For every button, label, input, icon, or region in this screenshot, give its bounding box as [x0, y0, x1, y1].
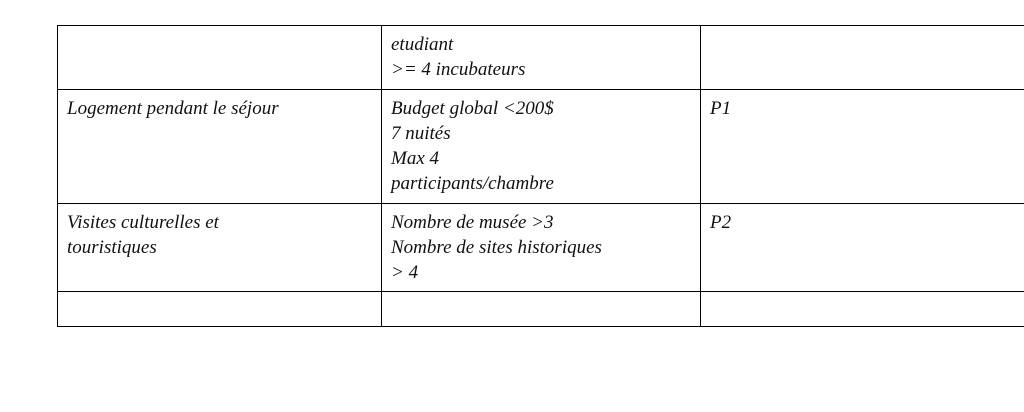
- cell-line: touristiques: [67, 236, 157, 258]
- table-cell-priority: [701, 26, 1024, 90]
- table-cell-criterion: [58, 26, 382, 90]
- cell-line: Nombre de musée >3: [391, 211, 554, 233]
- table-cell-constraints: [382, 89, 701, 203]
- table-row: [58, 26, 1024, 90]
- table-cell-constraints: [382, 203, 701, 292]
- table-cell-criterion: [58, 203, 382, 292]
- table-cell-constraints: [382, 292, 701, 327]
- table-row: [58, 89, 1024, 203]
- cell-line: Budget global <200$: [391, 97, 554, 119]
- table-cell-criterion: [58, 292, 382, 327]
- cell-line: Logement pendant le séjour: [67, 97, 279, 119]
- cell-line: Nombre de sites historiques: [391, 236, 602, 258]
- cell-line: participants/chambre: [391, 173, 554, 195]
- table-body: [58, 26, 1024, 327]
- table-cell-priority: [701, 292, 1024, 327]
- cell-line: Visites culturelles et: [67, 211, 219, 233]
- requirements-table: [57, 25, 1024, 327]
- cell-line: 7 nuités: [391, 122, 451, 144]
- table-cell-priority: [701, 89, 1024, 203]
- cell-line: Max 4: [391, 148, 440, 170]
- table-cell-constraints: [382, 26, 701, 90]
- table-cell-priority: [701, 203, 1024, 292]
- table-row: [58, 203, 1024, 292]
- cell-line: > 4: [391, 262, 419, 284]
- cell-line: etudiant: [391, 34, 454, 55]
- table-row: [58, 292, 1024, 327]
- cell-line: P1: [710, 97, 732, 119]
- cell-line: P2: [710, 211, 732, 233]
- cell-line: >= 4 incubateurs: [391, 59, 526, 81]
- table-cell-criterion: [58, 89, 382, 203]
